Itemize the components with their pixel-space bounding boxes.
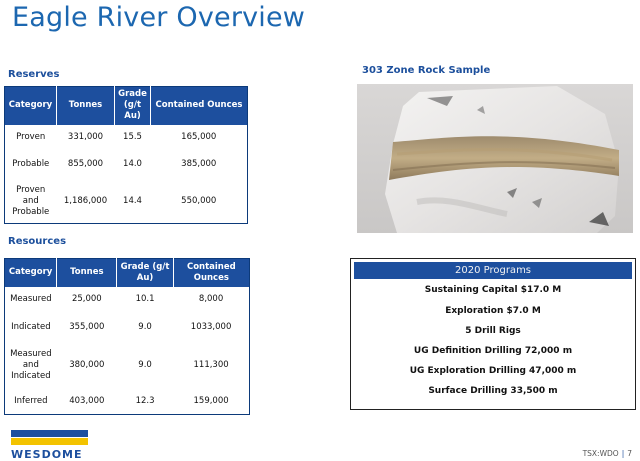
logo-bar-yellow <box>11 438 88 445</box>
table-row <box>5 150 248 180</box>
footer <box>583 449 632 458</box>
table-row <box>5 313 250 343</box>
reserves-cell-tonnes: 331,000 <box>67 131 104 142</box>
table-row <box>5 180 248 224</box>
reserves-cell-ounces: 165,000 <box>181 131 217 142</box>
reserves-cell-category: Proven and Probable <box>12 184 50 217</box>
reserves-col-grade-label: Grade (g/t Au) <box>118 89 147 122</box>
resources-header-row <box>5 259 250 287</box>
logo-bar-blue <box>11 430 88 437</box>
footer-ticker: TSX:WDO <box>582 449 619 458</box>
reserves-col-category: Category <box>5 87 57 125</box>
resources-col-tonnes: Tonnes <box>57 259 117 287</box>
resources-cell-ounces: 159,000 <box>193 395 229 406</box>
reserves-table <box>4 86 248 224</box>
resources-cell-category: Indicated <box>11 322 51 332</box>
resources-col-grade: Grade (g/t Au) <box>117 259 173 287</box>
reserves-col-ounces: Contained Ounces <box>151 87 248 125</box>
program-item: Exploration $7.0 M <box>445 306 541 316</box>
reserves-cell-grade: 14.0 <box>123 159 142 169</box>
slide-title: Eagle River Overview <box>12 2 306 33</box>
resources-cell-tonnes: 403,000 <box>69 395 105 406</box>
reserves-col-grade <box>115 87 151 125</box>
resources-cell-tonnes: 355,000 <box>69 322 105 332</box>
program-item: 5 Drill Rigs <box>465 326 521 336</box>
resources-cell-tonnes: 25,000 <box>71 294 102 304</box>
resources-cell-ounces: 1033,000 <box>190 322 232 332</box>
reserves-cell-tonnes: 1,186,000 <box>63 195 108 206</box>
resources-cell-category: Measured <box>10 294 52 304</box>
table-row <box>5 389 250 415</box>
resources-cell-ounces: 111,300 <box>193 360 229 370</box>
reserves-cell-grade: 15.5 <box>123 131 142 142</box>
resources-cell-tonnes: 380,000 <box>69 360 105 370</box>
resources-col-ounces: Contained Ounces <box>173 259 249 287</box>
programs-box <box>350 258 636 410</box>
resources-cell-grade: 9.0 <box>138 360 152 370</box>
table-row <box>5 343 250 389</box>
reserves-cell-ounces: 385,000 <box>181 159 217 169</box>
reserves-col-tonnes: Tonnes <box>57 87 115 125</box>
reserves-heading: Reserves <box>8 69 60 80</box>
resources-cell-grade: 10.1 <box>135 294 155 304</box>
resources-cell-category: Inferred <box>14 395 48 406</box>
resources-col-category: Category <box>5 259 57 287</box>
rock-sample-image <box>357 84 633 233</box>
program-item: UG Definition Drilling 72,000 m <box>413 346 573 356</box>
resources-table <box>4 258 250 415</box>
reserves-cell-category: Proven <box>16 131 46 142</box>
reserves-cell-ounces: 550,000 <box>181 195 217 206</box>
programs-header: 2020 Programs <box>354 262 632 279</box>
resources-heading: Resources <box>8 236 67 247</box>
program-item: Surface Drilling 33,500 m <box>428 386 558 396</box>
resources-cell-category: Measured and Indicated <box>10 349 52 381</box>
company-logo: WESDOME <box>11 448 83 461</box>
footer-separator: | <box>621 449 625 458</box>
resources-cell-grade: 9.0 <box>138 322 152 332</box>
reserves-cell-category: Probable <box>12 159 50 169</box>
reserves-header-row <box>5 87 248 125</box>
page-number: 7 <box>627 449 632 458</box>
reserves-cell-tonnes: 855,000 <box>67 159 104 169</box>
program-item: UG Exploration Drilling 47,000 m <box>409 366 577 376</box>
resources-cell-grade: 12.3 <box>135 395 155 406</box>
rock-sample-heading: 303 Zone Rock Sample <box>362 65 491 76</box>
table-row <box>5 125 248 150</box>
rock-sample-photo <box>357 84 633 233</box>
reserves-cell-grade: 14.4 <box>123 195 142 206</box>
resources-cell-ounces: 8,000 <box>198 294 224 304</box>
program-item: Sustaining Capital $17.0 M <box>424 285 562 295</box>
table-row <box>5 287 250 313</box>
